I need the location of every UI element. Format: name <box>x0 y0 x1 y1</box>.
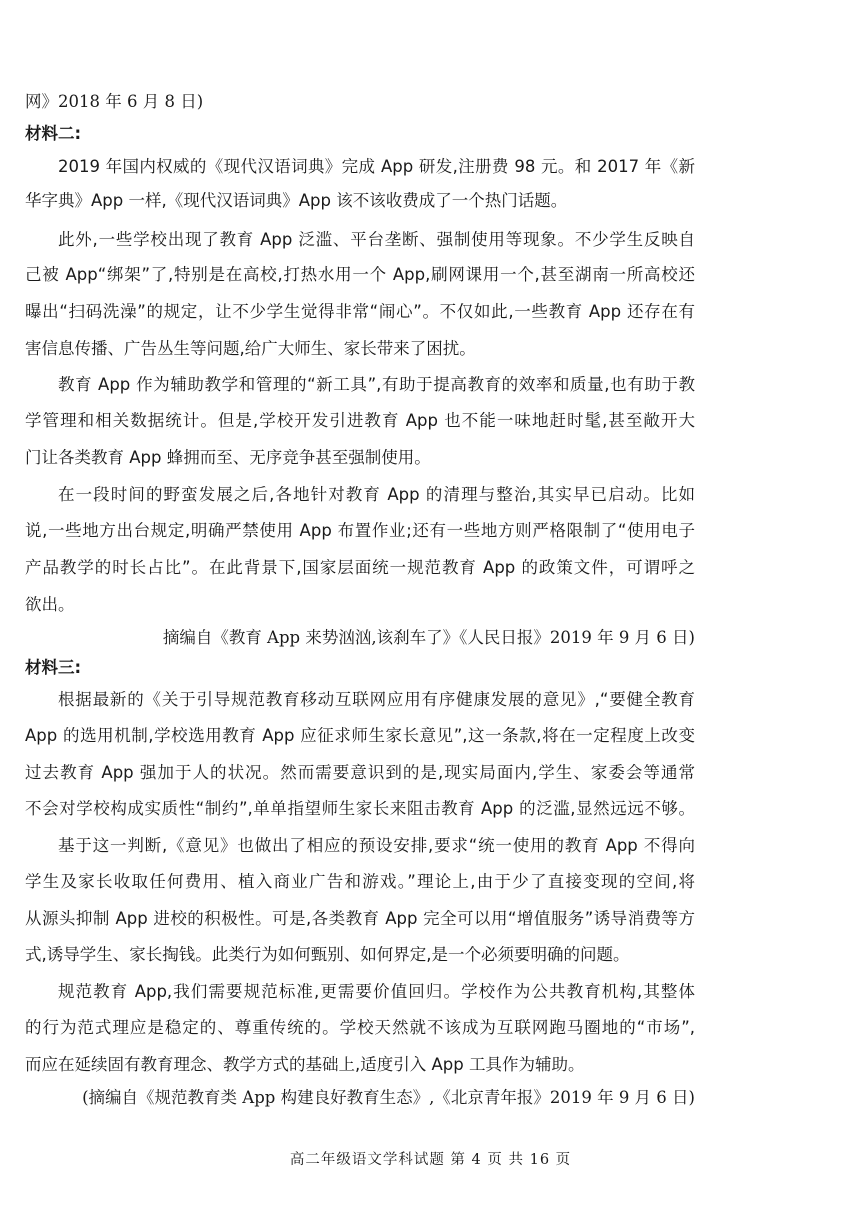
paragraph-line: 2019 年国内权威的《现代汉语词典》完成 App 研发,注册费 98 元。和 2017 年《新 <box>58 157 695 176</box>
paragraph-line: 曝出“扫码洗澡”的规定，让不少学生觉得非常“闹心”。不仅如此,一些教育 App 还存在有 <box>25 302 695 321</box>
paragraph-line: 不会对学校构成实质性“制约”,单单指望师生家长来阻击教育 App 的泛滥,显然远远不够。 <box>25 799 695 818</box>
paragraph-line: 欲出。 <box>25 595 75 614</box>
paragraph-line: 过去教育 App 强加于人的状况。然而需要意识到的是,现实局面内,学生、家委会等通常 <box>25 763 695 782</box>
paragraph-line: 学生及家长收取任何费用、植入商业广告和游戏。”理论上,由于少了直接变现的空间,将 <box>25 872 695 891</box>
source-citation: 摘编自《教育 App 来势汹汹,该刹车了》《人民日报》2019 年 9 月 6 日) <box>162 628 695 647</box>
paragraph-line: 基于这一判断,《意见》也做出了相应的预设安排,要求“统一使用的教育 App 不得向 <box>58 836 695 855</box>
paragraph-line: 的行为范式理应是稳定的、尊重传统的。学校天然就不该成为互联网跑马圈地的“市场”, <box>25 1018 695 1037</box>
paragraph-line: 说,一些地方出台规定,明确严禁使用 App 布置作业;还有一些地方则严格限制了“使用电子 <box>25 521 695 540</box>
paragraph-line: 己被 App“绑架”了,特别是在高校,打热水用一个 App,刷网课用一个,甚至湖南一所高校还 <box>25 265 695 284</box>
paragraph-line: 而应在延续固有教育理念、教学方式的基础上,适度引入 App 工具作为辅助。 <box>25 1055 585 1074</box>
section-heading-material-2: 材料二: <box>25 124 82 143</box>
paragraph-line: 害信息传播、广告丛生等问题,给广大师生、家长带来了困扰。 <box>25 339 476 358</box>
source-citation: (摘编自《规范教育类 App 构建良好教育生态》,《北京青年报》2019 年 9 月 6 日) <box>82 1088 695 1107</box>
paragraph-line: 规范教育 App,我们需要规范标准,更需要价值回归。学校作为公共教育机构,其整体 <box>58 982 695 1001</box>
page-footer: 高二年级语文学科试题 第 4 页 共 16 页 <box>289 1152 572 1168</box>
paragraph-line: 门让各类教育 App 蜂拥而至、无序竞争甚至强制使用。 <box>25 448 431 467</box>
paragraph-line: 根据最新的《关于引导规范教育移动互联网应用有序健康发展的意见》,“要健全教育 <box>58 690 695 709</box>
continued-source-line: 网》2018 年 6 月 8 日) <box>25 92 204 111</box>
paragraph-line: 在一段时间的野蛮发展之后,各地针对教育 App 的清理与整治,其实早已启动。比如 <box>58 485 695 504</box>
paragraph-line: 学管理和相关数据统计。但是,学校开发引进教育 App 也不能一味地赶时髦,甚至敞开大 <box>25 411 695 430</box>
paragraph-line: 式,诱导学生、家长掏钱。此类行为如何甄别、如何界定,是一个必须要明确的问题。 <box>25 945 630 964</box>
paragraph-line: App 的选用机制,学校选用教育 App 应征求师生家长意见”,这一条款,将在一定程度上改变 <box>25 726 695 745</box>
paragraph-line: 此外,一些学校出现了教育 App 泛滥、平台垄断、强制使用等现象。不少学生反映自 <box>58 230 695 249</box>
paragraph-line: 华字典》App 一样,《现代汉语词典》App 该不该收费成了一个热门话题。 <box>25 191 568 210</box>
paragraph-line: 从源头抑制 App 进校的积极性。可是,各类教育 App 完全可以用“增值服务”诱导消费等方 <box>25 909 695 928</box>
paragraph-line: 教育 App 作为辅助教学和管理的“新工具”,有助于提高教育的效率和质量,也有助于教 <box>58 375 695 394</box>
paragraph-line: 产品教学的时长占比”。在此背景下,国家层面统一规范教育 App 的政策文件，可谓呼之 <box>25 558 695 577</box>
section-heading-material-3: 材料三: <box>25 658 82 677</box>
